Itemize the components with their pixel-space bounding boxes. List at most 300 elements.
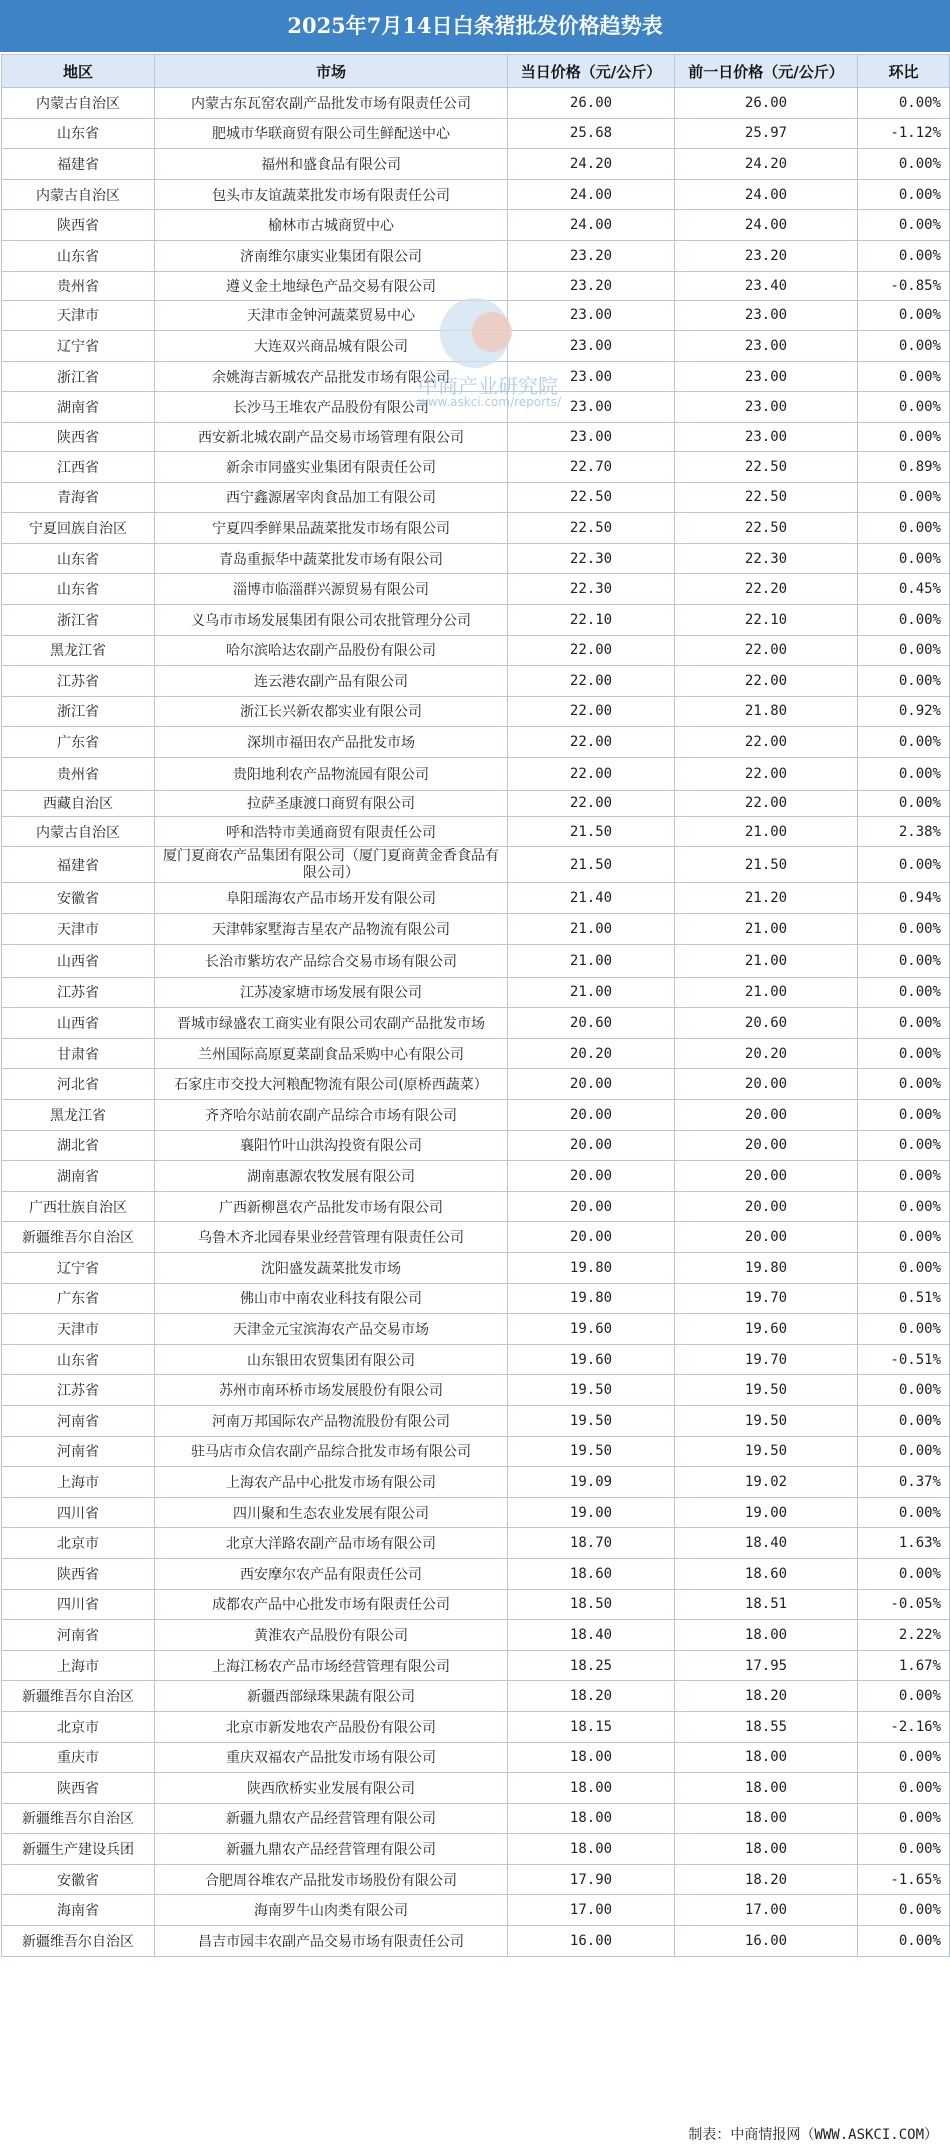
today-price-cell: 20.00 [508,1100,675,1131]
market-cell: 襄阳竹叶山洪沟投资有限公司 [155,1130,508,1161]
change-cell: 0.00% [858,422,950,451]
market-cell: 天津市金钟河蔬菜贸易中心 [155,300,508,331]
region-cell: 内蒙古自治区 [2,816,155,847]
region-cell: 北京市 [2,1528,155,1559]
table-row [2,790,950,816]
prev-price-cell: 22.10 [675,604,858,635]
watermark-text: 中商产业研究院 [418,374,558,398]
prev-price-cell: 23.20 [675,240,858,271]
table-row [2,1161,950,1192]
region-cell: 上海市 [2,1650,155,1681]
table-row [2,1375,950,1406]
table-row [2,1314,950,1345]
market-cell: 成都农产品中心批发市场有限责任公司 [155,1589,508,1620]
table-row [2,1497,950,1528]
region-cell: 新疆维吾尔自治区 [2,1222,155,1253]
prev-price-cell: 19.50 [675,1375,858,1406]
today-price-cell: 19.80 [508,1253,675,1284]
region-cell: 新疆维吾尔自治区 [2,1803,155,1834]
change-cell: 0.51% [858,1283,950,1314]
change-cell: 0.00% [858,1253,950,1284]
prev-price-cell: 26.00 [675,88,858,119]
market-cell: 肥城市华联商贸有限公司生鲜配送中心 [155,118,508,149]
change-cell: 0.00% [858,1100,950,1131]
prev-price-cell: 23.00 [675,300,858,331]
change-cell: -0.05% [858,1589,950,1620]
market-cell: 上海农产品中心批发市场有限公司 [155,1467,508,1498]
today-price-cell: 17.00 [508,1895,675,1926]
change-cell: 0.00% [858,1038,950,1069]
table-row [2,1038,950,1069]
change-cell: 0.00% [858,513,950,544]
region-cell: 山东省 [2,240,155,271]
today-price-cell: 22.00 [508,696,675,727]
column-header-change: 环比 [858,55,950,88]
table-row [2,757,950,790]
market-cell: 石家庄市交投大河粮配物流有限公司(原桥西蔬菜） [155,1069,508,1100]
market-cell: 贵阳地利农产品物流园有限公司 [155,757,508,790]
table-row [2,604,950,635]
column-header-region: 地区 [2,55,155,88]
change-cell: 0.00% [858,1742,950,1773]
region-cell: 广西壮族自治区 [2,1191,155,1222]
market-cell: 黄淮农产品股份有限公司 [155,1620,508,1651]
market-cell: 西安摩尔农产品有限责任公司 [155,1558,508,1589]
table-row [2,1283,950,1314]
today-price-cell: 18.70 [508,1528,675,1559]
table-row [2,513,950,544]
region-cell: 重庆市 [2,1742,155,1773]
prev-price-cell: 22.50 [675,451,858,482]
market-cell: 榆林市古城商贸中心 [155,210,508,241]
today-price-cell: 22.00 [508,727,675,758]
region-cell: 辽宁省 [2,1253,155,1284]
prev-price-cell: 24.00 [675,210,858,241]
change-cell: 0.00% [858,757,950,790]
today-price-cell: 24.20 [508,149,675,180]
table-row [2,392,950,423]
table-row [2,1742,950,1773]
table-row [2,422,950,451]
market-cell: 天津韩家墅海吉星农产品物流有限公司 [155,914,508,945]
change-cell: 0.00% [858,1497,950,1528]
table-row [2,1895,950,1926]
region-cell: 安徽省 [2,883,155,914]
region-cell: 宁夏回族自治区 [2,513,155,544]
market-cell: 阜阳瑶海农产品市场开发有限公司 [155,883,508,914]
prev-price-cell: 22.50 [675,513,858,544]
prev-price-cell: 21.50 [675,847,858,883]
footer-source: 中商情报网 [730,2127,801,2143]
market-cell: 青岛重振华中蔬菜批发市场有限公司 [155,543,508,574]
market-cell: 新余市同盛实业集团有限责任公司 [155,451,508,482]
today-price-cell: 20.00 [508,1130,675,1161]
today-price-cell: 23.00 [508,300,675,331]
region-cell: 内蒙古自治区 [2,88,155,119]
today-price-cell: 18.50 [508,1589,675,1620]
market-cell: 北京市新发地农产品股份有限公司 [155,1711,508,1742]
today-price-cell: 19.09 [508,1467,675,1498]
market-cell: 西宁鑫源屠宰肉食品加工有限公司 [155,482,508,513]
market-cell: 厦门夏商农产品集团有限公司（厦门夏商黄金香食品有限公司） [155,847,508,883]
prev-price-cell: 23.00 [675,331,858,362]
market-cell: 广西新柳邕农产品批发市场有限公司 [155,1191,508,1222]
market-cell: 湖南惠源农牧发展有限公司 [155,1161,508,1192]
prev-price-cell: 18.00 [675,1834,858,1865]
prev-price-cell: 23.00 [675,392,858,423]
prev-price-cell: 21.80 [675,696,858,727]
change-cell: 0.00% [858,666,950,697]
watermark-url: www.askci.com/reports/ [418,395,562,409]
change-cell: 0.00% [858,790,950,816]
prev-price-cell: 21.20 [675,883,858,914]
prev-price-cell: 20.00 [675,1161,858,1192]
today-price-cell: 20.00 [508,1069,675,1100]
today-price-cell: 25.68 [508,118,675,149]
table-row [2,914,950,945]
change-cell: 0.00% [858,944,950,977]
region-cell: 陕西省 [2,210,155,241]
prev-price-cell: 21.00 [675,816,858,847]
region-cell: 四川省 [2,1497,155,1528]
region-cell: 山西省 [2,944,155,977]
today-price-cell: 18.20 [508,1681,675,1712]
change-cell: -1.12% [858,118,950,149]
market-cell: 浙江长兴新农都实业有限公司 [155,696,508,727]
today-price-cell: 21.00 [508,914,675,945]
prev-price-cell: 22.50 [675,482,858,513]
prev-price-cell: 18.60 [675,1558,858,1589]
today-price-cell: 20.00 [508,1161,675,1192]
prev-price-cell: 17.95 [675,1650,858,1681]
today-price-cell: 18.00 [508,1834,675,1865]
region-cell: 内蒙古自治区 [2,179,155,210]
today-price-cell: 19.50 [508,1405,675,1436]
market-cell: 福州和盛食品有限公司 [155,149,508,180]
market-cell: 余姚海吉新城农产品批发市场有限公司 [155,361,508,392]
market-cell: 兰州国际高原夏菜副食品采购中心有限公司 [155,1038,508,1069]
prev-price-cell: 19.60 [675,1314,858,1345]
today-price-cell: 21.50 [508,847,675,883]
prev-price-cell: 22.00 [675,666,858,697]
market-cell: 内蒙古东瓦窑农副产品批发市场有限责任公司 [155,88,508,119]
table-row [2,847,950,883]
change-cell: 0.92% [858,696,950,727]
change-cell: 1.63% [858,1528,950,1559]
prev-price-cell: 20.00 [675,1191,858,1222]
today-price-cell: 21.40 [508,883,675,914]
table-row [2,1681,950,1712]
prev-price-cell: 25.97 [675,118,858,149]
change-cell: 0.89% [858,451,950,482]
region-cell: 天津市 [2,300,155,331]
table-row [2,1222,950,1253]
region-cell: 山西省 [2,1008,155,1039]
change-cell: 0.00% [858,604,950,635]
market-cell: 遵义金土地绿色产品交易有限公司 [155,271,508,300]
table-row [2,1100,950,1131]
region-cell: 浙江省 [2,604,155,635]
change-cell: 0.00% [858,392,950,423]
change-cell: 0.37% [858,1467,950,1498]
table-row [2,1834,950,1865]
prev-price-cell: 20.00 [675,1100,858,1131]
prev-price-cell: 18.51 [675,1589,858,1620]
prev-price-cell: 19.80 [675,1253,858,1284]
table-row [2,1528,950,1559]
table-row [2,1803,950,1834]
change-cell: -0.85% [858,271,950,300]
region-cell: 山东省 [2,574,155,605]
table-row [2,1467,950,1498]
market-cell: 江苏凌家塘市场发展有限公司 [155,977,508,1008]
region-cell: 河南省 [2,1436,155,1467]
change-cell: 0.00% [858,1222,950,1253]
table-row [2,1344,950,1375]
table-body [2,88,950,1957]
region-cell: 江苏省 [2,666,155,697]
prev-price-cell: 21.00 [675,914,858,945]
table-row [2,482,950,513]
change-cell: -0.51% [858,1344,950,1375]
table-row [2,1405,950,1436]
region-cell: 新疆维吾尔自治区 [2,1681,155,1712]
market-cell: 苏州市南环桥市场发展股份有限公司 [155,1375,508,1406]
change-cell: 0.00% [858,1681,950,1712]
table-row [2,1773,950,1804]
prev-price-cell: 24.20 [675,149,858,180]
table-row [2,574,950,605]
region-cell: 湖南省 [2,392,155,423]
market-cell: 山东银田农贸集团有限公司 [155,1344,508,1375]
table-row [2,1008,950,1039]
table-row [2,271,950,300]
today-price-cell: 23.00 [508,422,675,451]
today-price-cell: 20.00 [508,1191,675,1222]
today-price-cell: 18.25 [508,1650,675,1681]
prev-price-cell: 20.60 [675,1008,858,1039]
change-cell: 0.00% [858,1008,950,1039]
region-cell: 河南省 [2,1620,155,1651]
market-cell: 长治市紫坊农产品综合交易市场有限公司 [155,944,508,977]
region-cell: 陕西省 [2,422,155,451]
region-cell: 北京市 [2,1711,155,1742]
table-row [2,727,950,758]
region-cell: 海南省 [2,1895,155,1926]
table-row [2,696,950,727]
table-row [2,149,950,180]
column-header-market: 市场 [155,55,508,88]
table-row [2,118,950,149]
region-cell: 福建省 [2,847,155,883]
change-cell: -2.16% [858,1711,950,1742]
today-price-cell: 22.50 [508,482,675,513]
change-cell: 0.00% [858,482,950,513]
region-cell: 辽宁省 [2,331,155,362]
region-cell: 湖北省 [2,1130,155,1161]
market-cell: 义乌市市场发展集团有限公司农批管理分公司 [155,604,508,635]
market-cell: 济南维尔康实业集团有限公司 [155,240,508,271]
region-cell: 陕西省 [2,1773,155,1804]
table-row [2,331,950,362]
table-row [2,1436,950,1467]
change-cell: 0.00% [858,1803,950,1834]
region-cell: 浙江省 [2,696,155,727]
change-cell: 0.00% [858,635,950,666]
today-price-cell: 18.00 [508,1742,675,1773]
table-row [2,1558,950,1589]
table-row [2,1589,950,1620]
table-row [2,1711,950,1742]
today-price-cell: 21.00 [508,977,675,1008]
market-cell: 长沙马王堆农产品股份有限公司 [155,392,508,423]
today-price-cell: 18.60 [508,1558,675,1589]
today-price-cell: 20.60 [508,1008,675,1039]
market-cell: 乌鲁木齐北园春果业经营管理有限责任公司 [155,1222,508,1253]
today-price-cell: 23.00 [508,392,675,423]
change-cell: 0.00% [858,1895,950,1926]
market-cell: 海南罗牛山肉类有限公司 [155,1895,508,1926]
change-cell: 0.00% [858,914,950,945]
market-cell: 昌吉市园丰农副产品交易市场有限责任公司 [155,1926,508,1957]
market-cell: 晋城市绿盛农工商实业有限公司农副产品批发市场 [155,1008,508,1039]
prev-price-cell: 20.00 [675,1130,858,1161]
change-cell: 0.00% [858,1834,950,1865]
table-row [2,1253,950,1284]
prev-price-cell: 18.00 [675,1620,858,1651]
change-cell: 0.00% [858,977,950,1008]
table-row [2,1864,950,1895]
region-cell: 天津市 [2,914,155,945]
market-cell: 大连双兴商品城有限公司 [155,331,508,362]
market-cell: 呼和浩特市美通商贸有限责任公司 [155,816,508,847]
prev-price-cell: 17.00 [675,1895,858,1926]
market-cell: 重庆双福农产品批发市场有限公司 [155,1742,508,1773]
today-price-cell: 22.00 [508,790,675,816]
market-cell: 合肥周谷堆农产品批发市场股份有限公司 [155,1864,508,1895]
table-row [2,666,950,697]
today-price-cell: 22.30 [508,543,675,574]
change-cell: 0.00% [858,1405,950,1436]
change-cell: 0.00% [858,210,950,241]
today-price-cell: 23.20 [508,271,675,300]
market-cell: 拉萨圣康渡口商贸有限公司 [155,790,508,816]
prev-price-cell: 18.00 [675,1773,858,1804]
market-cell: 西安新北城农副产品交易市场管理有限公司 [155,422,508,451]
table-row [2,1620,950,1651]
today-price-cell: 22.50 [508,513,675,544]
region-cell: 山东省 [2,118,155,149]
today-price-cell: 19.60 [508,1314,675,1345]
prev-price-cell: 19.70 [675,1283,858,1314]
today-price-cell: 19.60 [508,1344,675,1375]
today-price-cell: 23.00 [508,331,675,362]
region-cell: 山东省 [2,543,155,574]
today-price-cell: 18.00 [508,1803,675,1834]
region-cell: 广东省 [2,727,155,758]
region-cell: 广东省 [2,1283,155,1314]
market-cell: 包头市友谊蔬菜批发市场有限责任公司 [155,179,508,210]
change-cell: 0.00% [858,727,950,758]
market-cell: 新疆西部绿珠果蔬有限公司 [155,1681,508,1712]
region-cell: 江西省 [2,451,155,482]
region-cell: 湖南省 [2,1161,155,1192]
table-row [2,977,950,1008]
region-cell: 贵州省 [2,271,155,300]
today-price-cell: 22.00 [508,757,675,790]
prev-price-cell: 23.00 [675,422,858,451]
table-row [2,361,950,392]
change-cell: 0.00% [858,1436,950,1467]
header-row [2,55,950,88]
prev-price-cell: 21.00 [675,944,858,977]
prev-price-cell: 19.70 [675,1344,858,1375]
market-cell: 上海江杨农产品市场经营管理有限公司 [155,1650,508,1681]
change-cell: 0.00% [858,331,950,362]
market-cell: 新疆九鼎农产品经营管理有限公司 [155,1803,508,1834]
change-cell: 0.00% [858,1926,950,1957]
change-cell: 0.00% [858,847,950,883]
table-row [2,543,950,574]
change-cell: 0.00% [858,1161,950,1192]
today-price-cell: 18.00 [508,1773,675,1804]
region-cell: 甘肃省 [2,1038,155,1069]
today-price-cell: 24.00 [508,210,675,241]
today-price-cell: 20.20 [508,1038,675,1069]
price-table [1,54,950,1957]
change-cell: 1.67% [858,1650,950,1681]
region-cell: 四川省 [2,1589,155,1620]
footer-credit [688,2124,938,2144]
market-cell: 沈阳盛发蔬菜批发市场 [155,1253,508,1284]
change-cell: 0.00% [858,300,950,331]
region-cell: 河北省 [2,1069,155,1100]
prev-price-cell: 18.20 [675,1864,858,1895]
today-price-cell: 17.90 [508,1864,675,1895]
prev-price-cell: 22.00 [675,635,858,666]
region-cell: 新疆生产建设兵团 [2,1834,155,1865]
region-cell: 陕西省 [2,1558,155,1589]
prev-price-cell: 22.30 [675,543,858,574]
table-row [2,944,950,977]
change-cell: 0.00% [858,1130,950,1161]
table-row [2,1069,950,1100]
prev-price-cell: 20.00 [675,1069,858,1100]
region-cell: 新疆维吾尔自治区 [2,1926,155,1957]
prev-price-cell: 20.00 [675,1222,858,1253]
market-cell: 陕西欣桥实业发展有限公司 [155,1773,508,1804]
region-cell: 黑龙江省 [2,1100,155,1131]
prev-price-cell: 18.00 [675,1742,858,1773]
prev-price-cell: 22.00 [675,790,858,816]
prev-price-cell: 22.00 [675,757,858,790]
change-cell: 0.00% [858,1558,950,1589]
table-row [2,451,950,482]
today-price-cell: 22.10 [508,604,675,635]
prev-price-cell: 20.20 [675,1038,858,1069]
today-price-cell: 26.00 [508,88,675,119]
table-title: 2025年7月14日白条猪批发价格趋势表 [0,0,950,52]
column-header-today-price: 当日价格（元/公斤） [508,55,675,88]
change-cell: 0.00% [858,1773,950,1804]
market-cell: 深圳市福田农产品批发市场 [155,727,508,758]
today-price-cell: 21.00 [508,944,675,977]
footer-site: （WWW.ASKCI.COM） [800,2127,938,2143]
region-cell: 天津市 [2,1314,155,1345]
region-cell: 贵州省 [2,757,155,790]
table-row [2,240,950,271]
market-cell: 哈尔滨哈达农副产品股份有限公司 [155,635,508,666]
